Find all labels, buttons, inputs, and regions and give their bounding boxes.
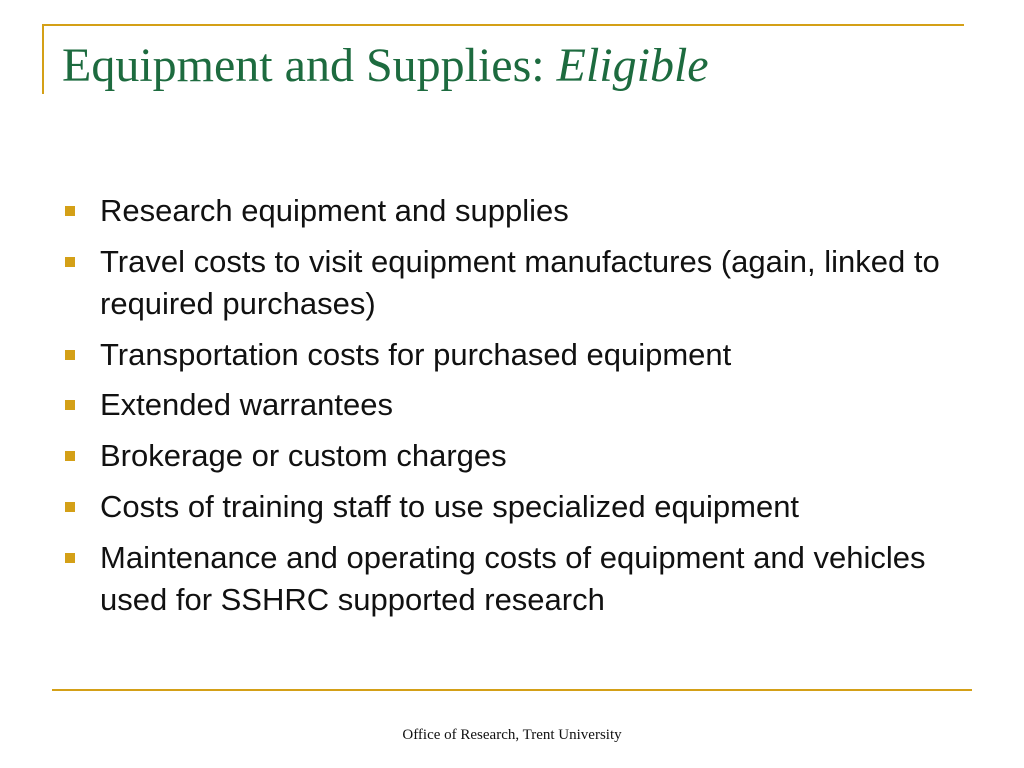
square-bullet-icon (65, 553, 75, 563)
bullet-text: Extended warrantees (100, 387, 393, 423)
slide-title (62, 38, 709, 93)
bullet-text: Research equipment and supplies (100, 193, 569, 228)
bullet-text: Brokerage or custom charges (100, 438, 507, 474)
slide-footer: Office of Research, Trent University (402, 727, 622, 743)
square-bullet-icon (65, 400, 75, 410)
square-bullet-icon (65, 206, 75, 216)
bullet-item (63, 241, 963, 325)
bullet-item (63, 537, 963, 621)
square-bullet-icon (65, 257, 75, 267)
title-frame-top-line (42, 24, 964, 26)
square-bullet-icon (65, 451, 75, 461)
bullet-item (63, 435, 963, 477)
bullet-item (63, 384, 963, 426)
slide-title-main: Equipment and Supplies: (62, 39, 557, 92)
footer-divider (52, 689, 972, 691)
bullet-text: Travel costs to visit equipment manufactures (again, linked to required purchases) (100, 243, 940, 321)
bullet-item (63, 334, 963, 376)
square-bullet-icon (65, 502, 75, 512)
bullet-text: Costs of training staff to use specialized equipment (100, 489, 800, 525)
square-bullet-icon (65, 350, 75, 360)
bullet-item (63, 486, 963, 528)
title-frame-left-line (42, 24, 44, 94)
bullet-text: Maintenance and operating costs of equipment and vehicles used for SSHRC supported research (100, 539, 926, 617)
bullet-item (63, 190, 963, 232)
bullet-text: Transportation costs for purchased equipment (100, 336, 732, 372)
bullet-list (63, 190, 963, 630)
slide-title-emphasis: Eligible (556, 39, 709, 92)
